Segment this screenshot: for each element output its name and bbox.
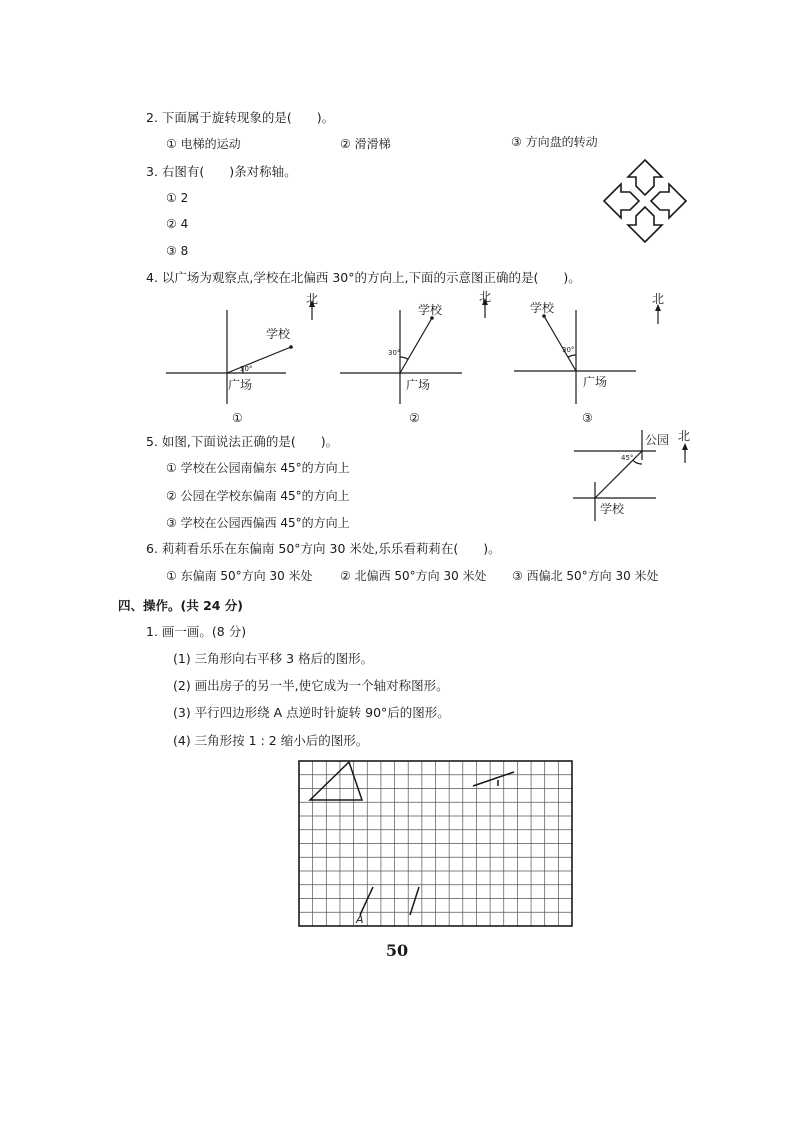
q5-school-label: 学校 [600,502,625,516]
q4-d3-north: 北 [652,292,665,306]
q4-d2-index: ② [409,411,420,425]
triangle-shape [310,762,362,800]
question-2: 2. 下面属于旋转现象的是( )。 [146,110,335,125]
q4-d1-index: ① [232,411,243,425]
drawing-grid [298,760,574,928]
subtask-2: (2) 画出房子的另一半,使它成为一个轴对称图形。 [173,678,449,693]
q4-d1-school: 学校 [266,327,291,341]
q3-option-1: ① 2 [166,191,189,205]
q6-option-2: ② 北偏西 50°方向 30 米处 [340,569,487,583]
question-4: 4. 以广场为观察点,学校在北偏西 30°的方向上,下面的示意图正确的是( )。 [146,270,581,285]
q5-option-2: ② 公园在学校东偏南 45°的方向上 [166,489,350,503]
q5-park-label: 公园 [645,433,670,447]
north-arrow-icon [682,443,688,450]
subtask-3: (3) 平行四边形绕 A 点逆时针旋转 90°后的图形。 [173,705,450,720]
q2-option-2: ② 滑滑梯 [340,137,391,151]
question-3: 3. 右图有( )条对称轴。 [146,164,297,179]
q4-d1-square: 广场 [228,378,253,392]
house-half-shape [473,772,514,786]
q4-d2-angle: 30° [388,349,401,357]
subtask-4: (4) 三角形按 1 : 2 缩小后的图形。 [173,733,369,748]
q4-d3-angle: 30° [562,346,575,354]
section-4-title: 四、操作。(共 24 分) [118,598,244,613]
q5-option-3: ③ 学校在公园西偏西 45°的方向上 [166,516,350,530]
question-6: 6. 莉莉看乐乐在东偏南 50°方向 30 米处,乐乐看莉莉在( )。 [146,541,501,556]
parallelogram-shape [360,887,419,915]
q4-d2-square: 广场 [406,378,431,392]
q4-d3-square: 广场 [583,375,608,389]
q5-diagram [570,426,700,526]
point-a-label: A [356,913,364,926]
q6-option-1: ① 东偏南 50°方向 30 米处 [166,569,313,583]
q4-d3-school: 学校 [530,301,555,315]
q4-diagram-2 [338,290,492,427]
q4-d2-school: 学校 [418,303,443,317]
q2-option-1: ① 电梯的运动 [166,137,241,151]
q4-d1-angle: 30° [240,365,253,373]
q6-option-3: ③ 西偏北 50°方向 30 米处 [512,569,659,583]
q3-option-3: ③ 8 [166,244,189,258]
q4-d2-north: 北 [479,290,492,304]
q5-angle-label: 45° [621,454,634,462]
task-1-title: 1. 画一画。(8 分) [146,624,247,639]
subtask-1: (1) 三角形向右平移 3 格后的图形。 [173,651,374,666]
question-5: 5. 如图,下面说法正确的是( )。 [146,434,339,449]
q3-option-2: ② 4 [166,217,189,231]
q4-d1-north: 北 [306,292,319,306]
q4-diagram-3 [510,292,665,427]
q5-option-1: ① 学校在公园南偏东 45°的方向上 [166,461,350,475]
page-number: 50 [385,941,409,960]
q2-option-3: ③ 方向盘的转动 [511,135,598,149]
cross-arrow-figure [602,158,688,244]
q4-diagram-1 [160,292,319,427]
q4-d3-index: ③ [582,411,593,425]
q5-north-label: 北 [678,429,691,443]
